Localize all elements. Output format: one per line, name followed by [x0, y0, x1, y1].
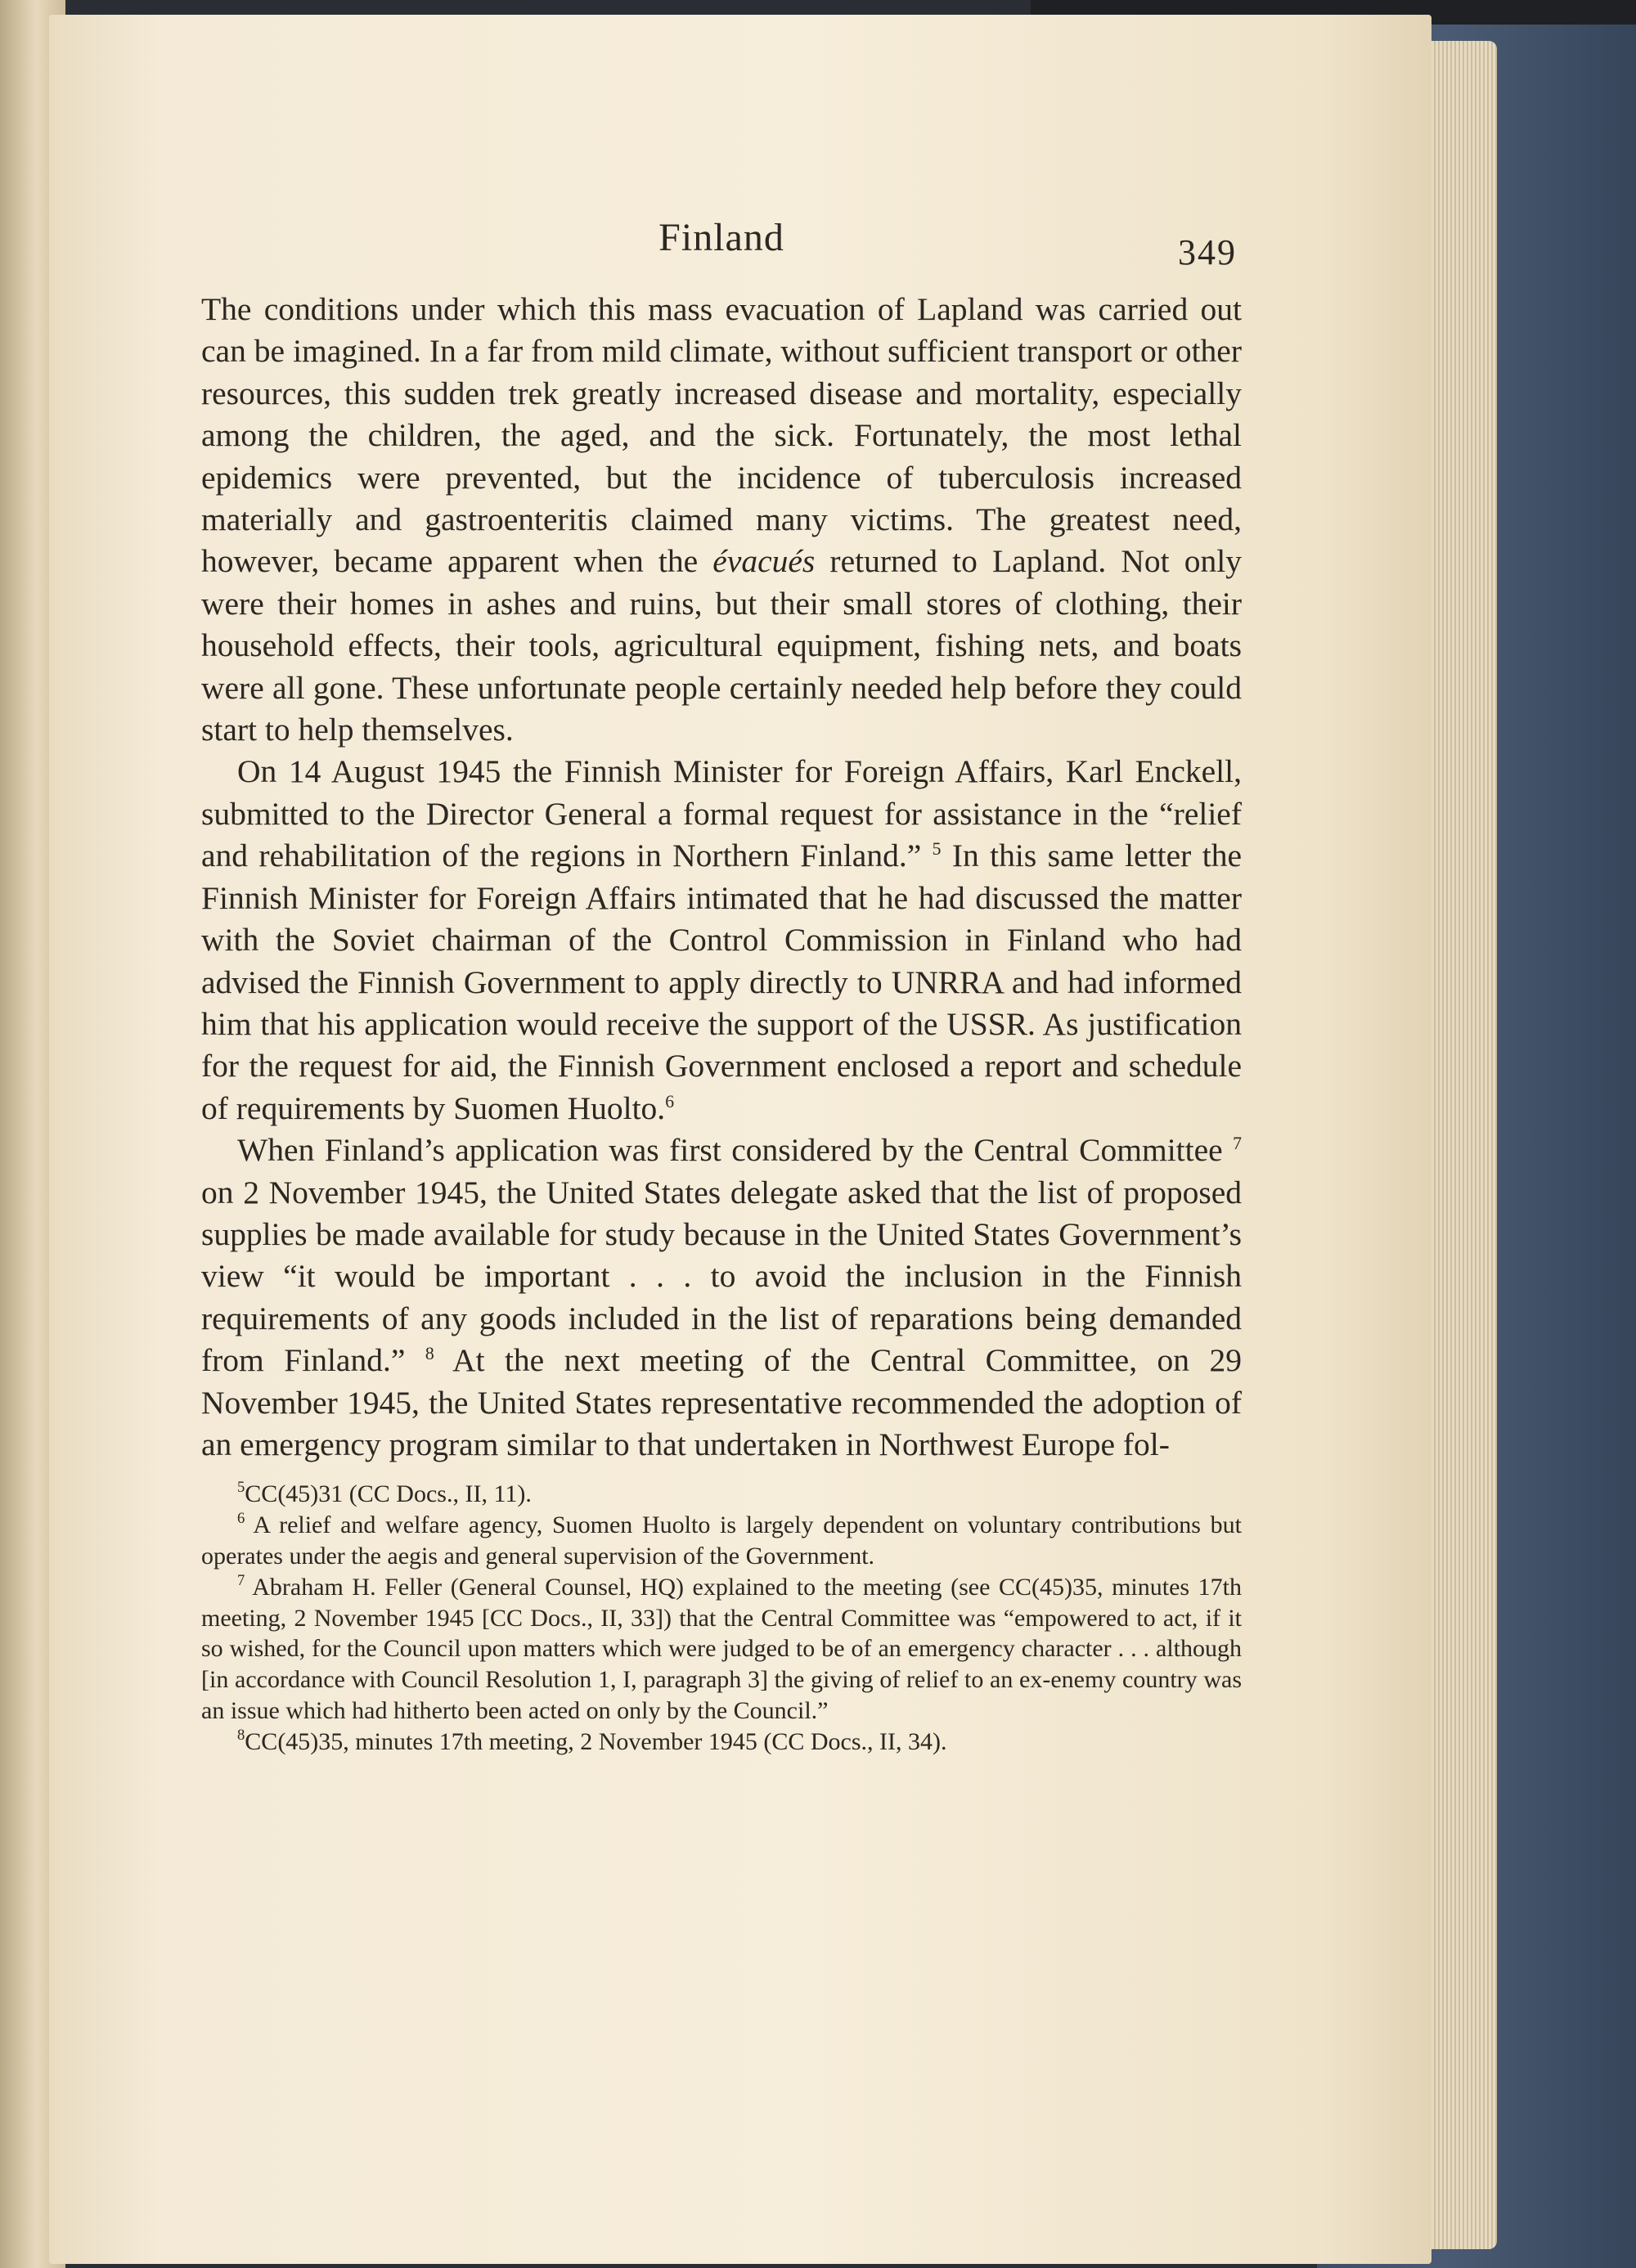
text-run: returned to Lapland. Not only were their homes in ashes and ruins, but their small stores of clothing, their household effects, their tools, agricultural equipment, fishing nets, and boats were all gone. These unfortunate people certainly needed help before they could start to help themselves.: [201, 543, 1242, 748]
body-text: [201, 289, 1242, 1466]
footnote-text: A relief and welfare agency, Suomen Huolto is largely dependent on voluntary contributions but operates under the aegis and general supervision of the Government.: [201, 1511, 1242, 1570]
chapter-title: Finland: [658, 216, 784, 259]
footnote-reference[interactable]: 5: [932, 839, 942, 860]
footnotes: [201, 1479, 1242, 1757]
footnote-reference[interactable]: 6: [665, 1091, 675, 1112]
page-content: [201, 215, 1242, 1758]
paragraph: [201, 751, 1242, 1130]
paragraph: [201, 289, 1242, 751]
page-edges: [1423, 41, 1497, 2249]
footnote: [201, 1572, 1242, 1727]
text-run: At the next meeting of the Central Committee, on 29 November 1945, the United States representative recommended the adoption of an emergency program similar to that undertaken in Northwest Europe fol-: [201, 1342, 1242, 1462]
italic-text: évacués: [712, 543, 816, 580]
footnote-text: CC(45)35, minutes 17th meeting, 2 November 1945 (CC Docs., II, 34).: [245, 1727, 947, 1755]
paragraph: [201, 1130, 1242, 1466]
text-run: In this same letter the Finnish Minister for Foreign Affairs intimated that he had discussed the matter with the Soviet chairman of the Control Commission in Finland who had advised the Finnish Government to apply directly to UNRRA and had informed him that his application would receive the support of the USSR. As justification for the request for aid, the Finnish Government enclosed a report and schedule of requirements by Suomen Huolto.: [201, 838, 1242, 1126]
footnote-reference[interactable]: 8: [425, 1344, 434, 1364]
footnote-text: Abraham H. Feller (General Counsel, HQ) explained to the meeting (see CC(45)35, minutes 17th meeting, 2 November 1945 [CC Docs., II, 33]) that the Central Committee was “empowered to act, if it so wished, for the Council upon matters which were judged to be of an emergency character . . . although [in accordance with Council Resolution 1, I, paragraph 3] the giving of relief to an ex-enemy country was an issue which had hitherto been acted on only by the Council.”: [201, 1573, 1242, 1724]
text-run: On 14 August 1945 the Finnish Minister for Foreign Affairs, Karl Enckell, submitted to the Director General a formal request for assistance in the “relief and rehabilitation of the regions in Northern Finland.”: [201, 753, 1242, 874]
footnote-mark: 8: [237, 1726, 245, 1744]
running-head: [201, 215, 1242, 289]
footnote-reference[interactable]: 7: [1233, 1134, 1242, 1154]
page-number: 349: [1178, 232, 1237, 272]
footnote: [201, 1510, 1242, 1572]
text-run: When Finland’s application was first considered by the Central Committee: [237, 1132, 1234, 1169]
text-run: The conditions under which this mass evacuation of Lapland was carried out can be imagined. In a far from mild climate, without sufficient transport or other resources, this sudden trek greatly increased disease and mortality, especially among the children, the aged, and the sick. Fortunately, the most lethal epidemics were prevented, but the incidence of tuberculosis increased materially and gastroenteritis claimed many victims. The greatest need, however, became apparent when the: [201, 291, 1242, 580]
footnote: [201, 1727, 1242, 1758]
footnote-mark: 7: [237, 1571, 245, 1589]
footnote-mark: 6: [237, 1510, 245, 1528]
footnote: [201, 1479, 1242, 1510]
footnote-text: CC(45)31 (CC Docs., II, 11).: [245, 1480, 532, 1508]
footnote-mark: 5: [237, 1479, 245, 1497]
book-page: [49, 15, 1432, 2264]
text-run: on 2 November 1945, the United States delegate asked that the list of proposed supplies be made available for study because in the United States Government’s view “it would be important . . . to avoid the inclusion in the Finnish requirements of any goods included in the list of reparations being demanded from Finland.”: [201, 1174, 1242, 1379]
